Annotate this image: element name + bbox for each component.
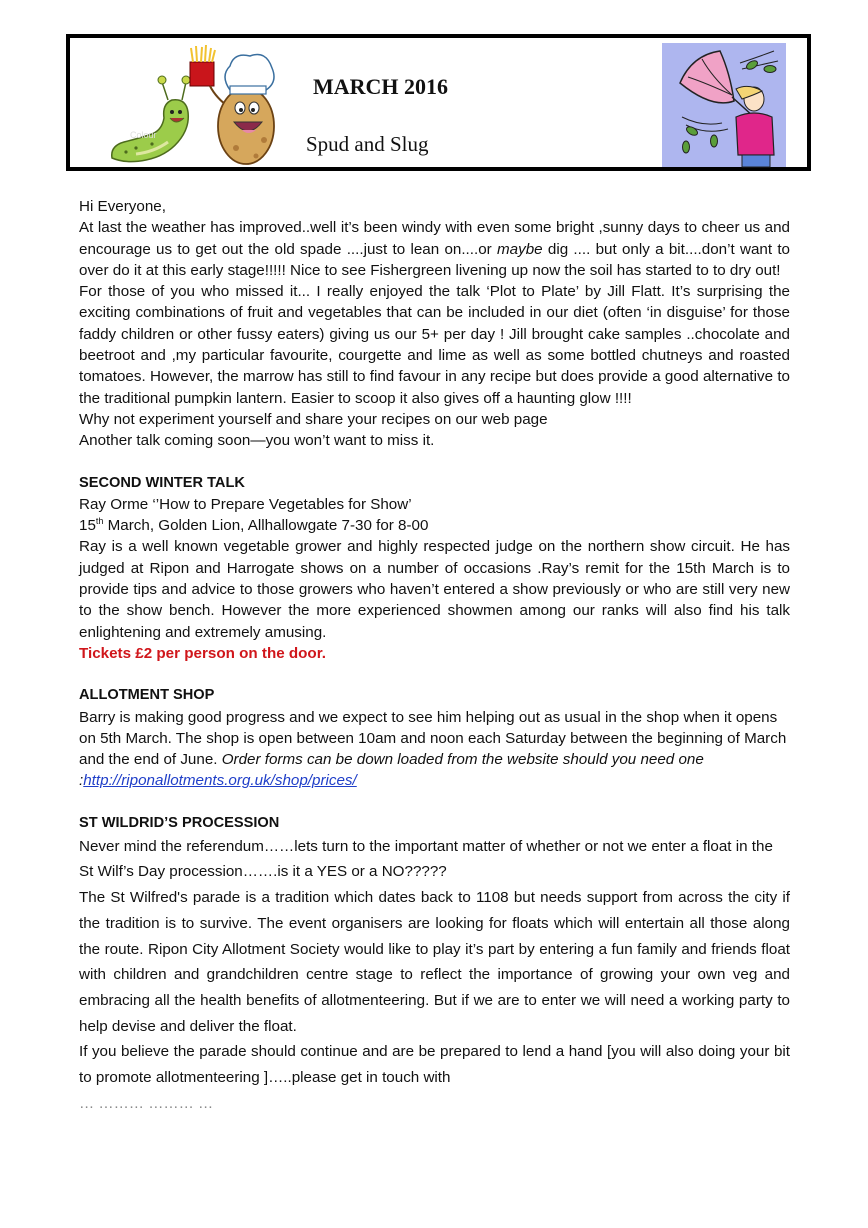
procession-call-to-action: If you believe the parade should continue and are be prepared to lend a hand [you will also doing your bit to promote allotmenteering ]…..please get in touch with	[79, 1043, 790, 1087]
procession-intro: Never mind the referendum……lets turn to the important matter of whether or not we enter a float in the St Wilf’s Day procession…….is it a YES or a NO?????	[79, 837, 773, 881]
ticket-price-notice: Tickets £2 per person on the door.	[79, 644, 327, 662]
shop-prices-link[interactable]: http://riponallotments.org.uk/shop/prices/	[83, 772, 357, 790]
procession-details: The St Wilfred's parade is a tradition which dates back to 1108 but needs support from across the city if the tradition is to survive. The event organisers are looking for floats which will entertain all those along the route. Ripon City Allotment Society would like to play it’s part by entering a fun family and friends float with children and grandchildren centre stage to reflect the importance of growing your own veg and embracing all the health benefits of allotmenteering. But if we are to enter we will need a working party to help devise and deliver the float.	[79, 889, 790, 1035]
intro-paragraph-next-talk: Another talk coming soon—you won’t want to miss it.	[79, 432, 435, 450]
talk-date-venue: 15th March, Golden Lion, Allhallowgate 7-30 for 8-00	[79, 516, 429, 535]
shop-description: Barry is making good progress and we expect to see him helping out as usual in the shop when it opens on 5th March. The shop is open between 10am and noon each Saturday between the beginning of March and the end of June. Order forms can be down loaded from the website should you need one :http://riponallotments.org.uk/shop/prices/	[79, 708, 787, 790]
newsletter-date-title: MARCH 2016	[313, 74, 449, 99]
section-heading-winter-talk: SECOND WINTER TALK	[79, 474, 245, 491]
cropped-contact-line: … ……… ……… …	[79, 1094, 214, 1112]
intro-paragraph-recipes: Why not experiment yourself and share your recipes on our web page	[79, 410, 548, 428]
section-heading-procession: ST WILDRID’S PROCESSION	[79, 814, 280, 831]
greeting: Hi Everyone,	[79, 198, 166, 215]
section-heading-allotment-shop: ALLOTMENT SHOP	[79, 687, 215, 704]
talk-description: Ray is a well known vegetable grower and highly respected judge on the northern show circuit. He has judged at Ripon and Harrogate shows on a number of occasions .Ray’s remit for the 15th March is to provide tips and advice to those growers who haven’t entered a show previously or who are still very new to the show bench. However the more experienced showmen among our ranks will also find his talk enlightening and extremely amusing.	[79, 538, 790, 641]
newsletter-subtitle: Spud and Slug	[306, 132, 429, 156]
svg-text:Colour: Colour	[130, 130, 157, 140]
intro-paragraph-talk: For those of you who missed it... I really enjoyed the talk ‘Plot to Plate’ by Jill Flatt. It’s surprising the exciting combinations of fruit and vegetables that can be included in our diet (often ‘in disguise’ for those faddy children or other fussy eaters) giving us our 5+ per day ! Jill brought cake samples ..chocolate and beetroot and ,my particular favourite, courgette and lime as well as some bottled chutneys and roasted tomatoes. However, the marrow has still to find favour in any recipe but does provide a good alternative to the traditional pumpkin lantern. Easier to scoop it also gives off a haunting glow !!!!	[79, 283, 790, 407]
intro-paragraph-weather: At last the weather has improved..well it’s been windy with even some bright ,sunny days to cheer us and encourage us to get out the old spade ....just to lean on....or maybe dig .... but only a bit....don’t want to over do it at this early stage!!!!! Nice to see Fishergreen livening up now the soil has started to to dry out!	[79, 219, 790, 279]
newsletter-banner	[66, 34, 811, 171]
newsletter-body	[79, 196, 790, 1112]
slug-potato-clipart-icon	[106, 42, 276, 166]
windy-umbrella-clipart-icon	[662, 43, 786, 167]
talk-speaker: Ray Orme ‘’How to Prepare Vegetables for Show’	[79, 495, 412, 513]
